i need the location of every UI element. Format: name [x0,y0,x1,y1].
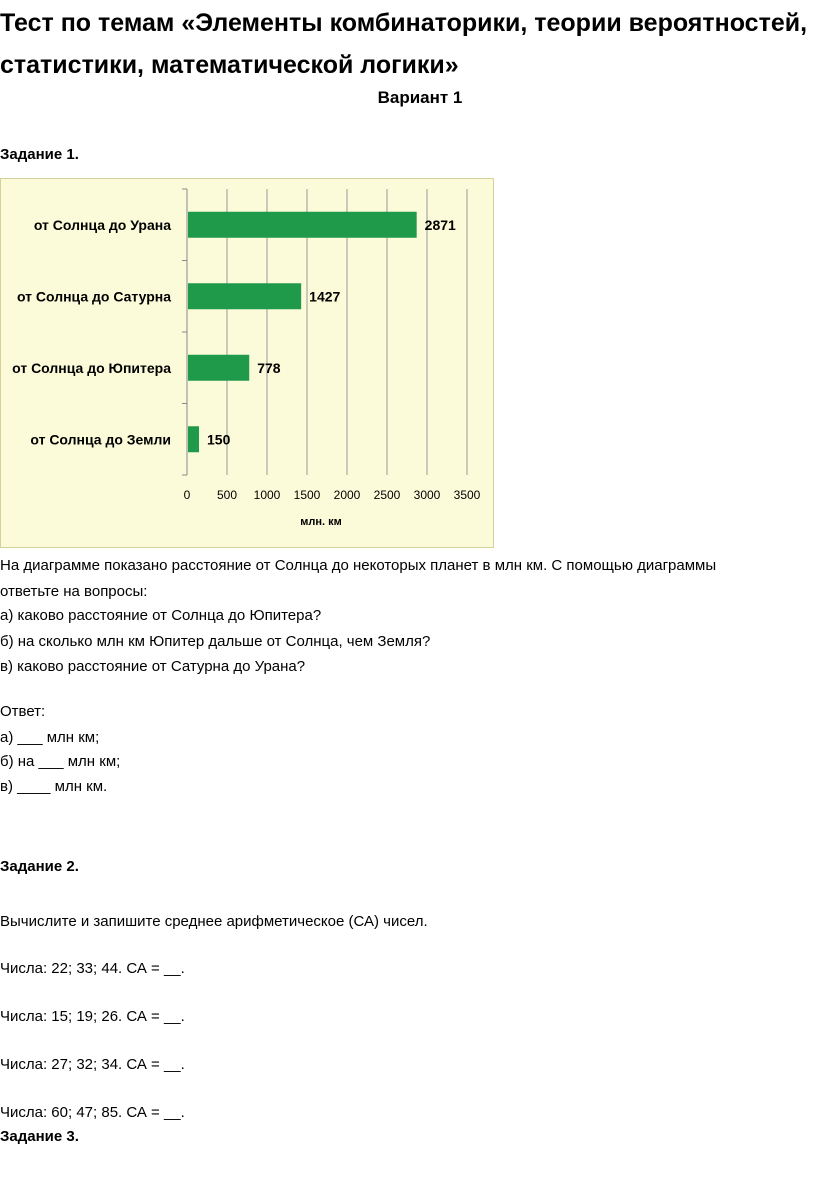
bar-3 [188,355,249,381]
x-tick-label: 1500 [293,488,321,502]
task2-heading: Задание 2. [0,858,79,875]
answer-a: а) ___ млн км; [0,729,100,746]
numbers-row-4: Числа: 60; 47; 85. СА = __. [0,1104,185,1121]
distance-chart [0,178,494,548]
category-label: от Солнца до Земли [30,431,171,448]
task1-description-line1: На диаграмме показано расстояние от Солнца до некоторых планет в млн км. С помощью диаграммы [0,557,717,574]
category-label: от Солнца до Урана [33,216,171,233]
bar-1 [188,212,417,238]
x-tick-label: 1000 [253,488,281,502]
answer-c: в) ____ млн км. [0,778,108,795]
category-label: от Солнца до Юпитера [12,359,171,376]
page-title: Тест по темам «Элементы комбинаторики, теории вероятностей, статистики, математической логики» [0,9,808,79]
numbers-row-1: Числа: 22; 33; 44. СА = __. [0,960,185,977]
x-tick-label: 3000 [413,488,441,502]
variant-heading: Вариант 1 [377,88,463,107]
answer-b: б) на ___ млн км; [0,753,121,770]
x-tick-label: 0 [183,488,191,502]
category-label: от Солнца до Сатурна [16,288,171,305]
question-c: в) каково расстояние от Сатурна до Урана? [0,658,306,675]
numbers-row-2: Числа: 15; 19; 26. СА = __. [0,1008,185,1025]
value-label: 2871 [424,216,456,233]
task3-heading: Задание 3. [0,1128,79,1145]
x-tick-label: 500 [216,488,238,502]
value-label: 1427 [309,288,341,305]
x-tick-label: 3500 [453,488,481,502]
task1-description-line2: ответьте на вопросы: [0,583,148,600]
task2-instruction: Вычислите и запишите среднее арифметическое (СА) чисел. [0,913,428,930]
question-b: б) на сколько млн км Юпитер дальше от Солнца, чем Земля? [0,633,431,650]
chart-svg [1,179,495,549]
value-label: 150 [207,431,231,448]
bar-2 [188,283,301,309]
answer-label: Ответ: [0,703,46,720]
value-label: 778 [257,359,281,376]
x-axis-title: млн. км [300,516,342,528]
x-tick-label: 2500 [373,488,401,502]
question-a: а) каково расстояние от Солнца до Юпитера? [0,607,322,624]
numbers-row-3: Числа: 27; 32; 34. СА = __. [0,1056,185,1073]
bar-4 [188,426,199,452]
x-tick-label: 2000 [333,488,361,502]
task1-heading: Задание 1. [0,146,79,163]
